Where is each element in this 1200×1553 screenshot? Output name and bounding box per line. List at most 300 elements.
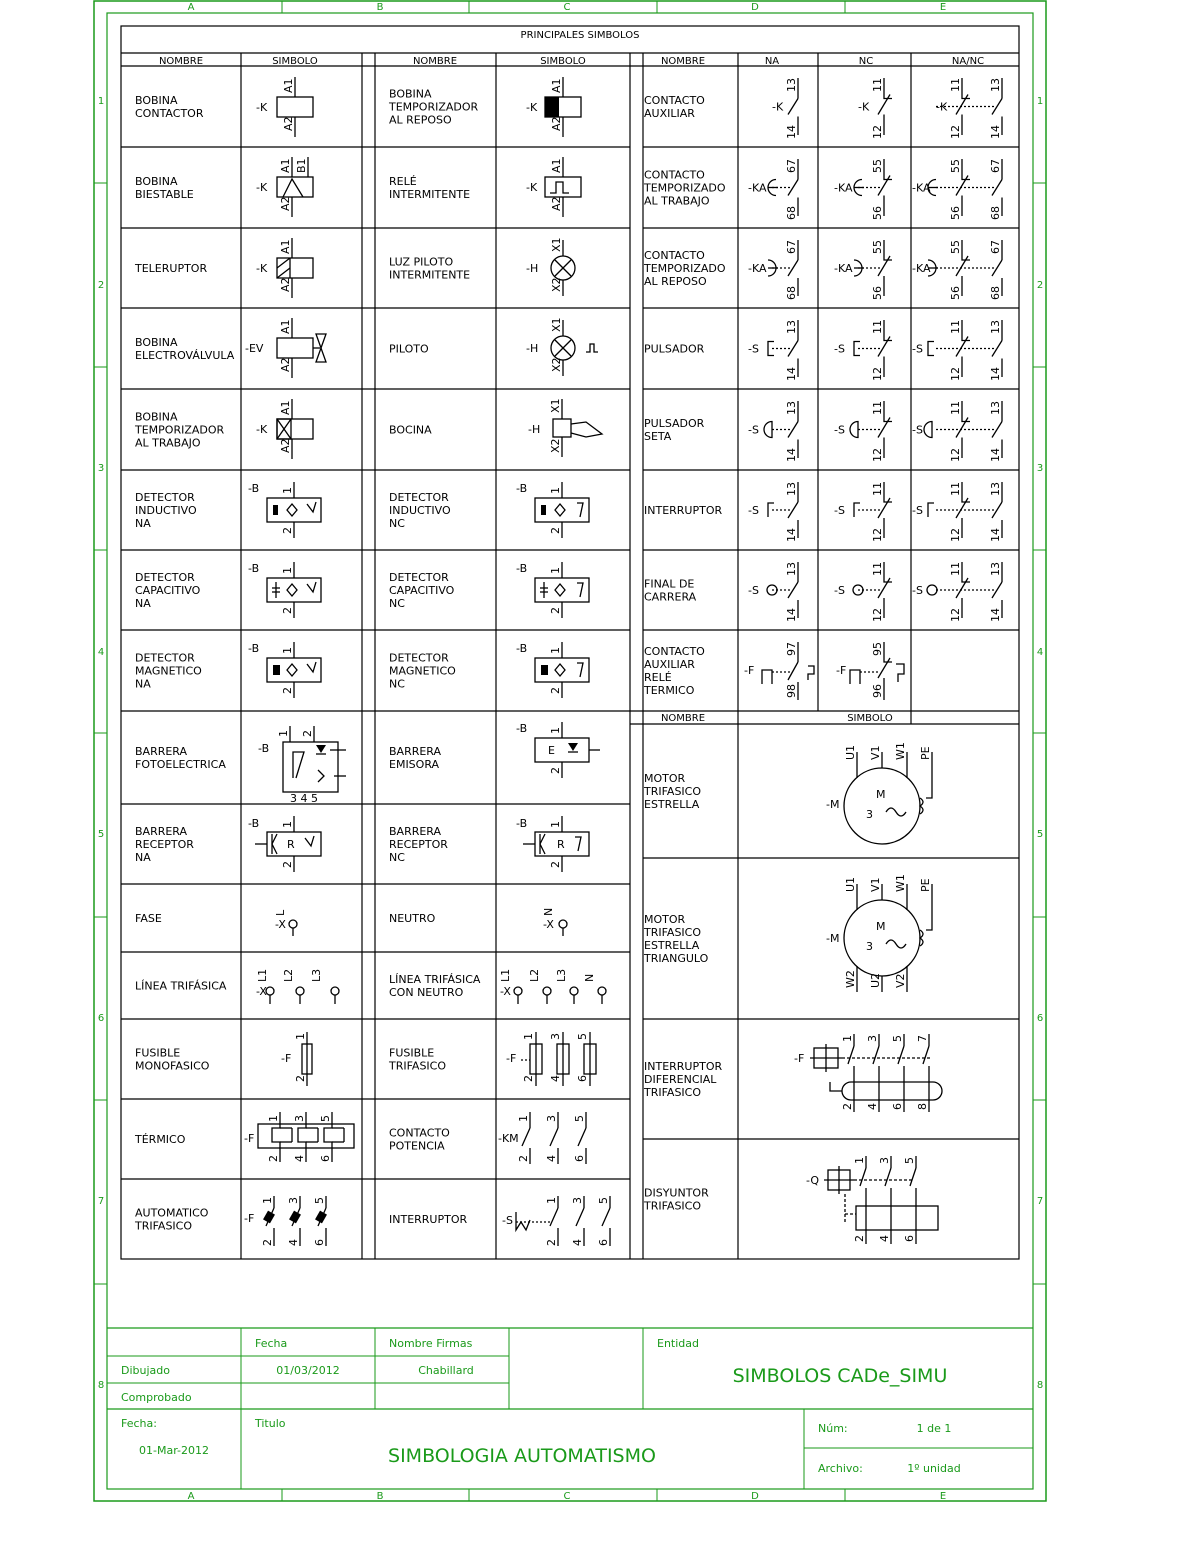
symbol-name-label: FUSIBLE (389, 1046, 435, 1060)
svg-text:13: 13 (989, 401, 1002, 415)
symbol-name-label: BARRERA (135, 745, 188, 758)
svg-text:M: M (876, 920, 886, 933)
svg-text:-S: -S (748, 342, 759, 356)
svg-text:5: 5 (597, 1197, 610, 1204)
entidad-label: Entidad (657, 1337, 699, 1350)
symbol-name-label: TRIFASICO (389, 1059, 447, 1073)
svg-text:13: 13 (989, 562, 1002, 576)
svg-text:1: 1 (281, 647, 294, 654)
svg-text:1: 1 (281, 821, 294, 828)
symbol-name-label: MOTOR (644, 772, 686, 785)
three-phase-breaker-symbol (244, 1196, 327, 1246)
svg-text:5: 5 (891, 1035, 904, 1042)
svg-text:-X: -X (500, 985, 511, 998)
svg-text:68: 68 (989, 206, 1002, 220)
flashing-pilot-light-symbol (526, 237, 575, 296)
symbol-name-label: RECEPTOR (135, 838, 194, 851)
svg-text:6: 6 (576, 1075, 589, 1082)
column-label: C (563, 1491, 571, 1502)
symbol-name-label: ELECTROVÁLVULA (135, 349, 235, 362)
svg-text:2: 2 (549, 607, 562, 614)
svg-text:4: 4 (293, 1155, 306, 1162)
svg-text:A2: A2 (279, 277, 292, 292)
svg-text:-X: -X (275, 918, 286, 931)
svg-text:-M: -M (826, 932, 840, 945)
bistable-coil-symbol (256, 157, 313, 217)
svg-text:5: 5 (573, 1115, 586, 1122)
magnetic-sensor-no-symbol (248, 642, 321, 698)
titulo-label: Titulo (255, 1417, 286, 1430)
svg-text:1: 1 (277, 730, 290, 737)
svg-text:A2: A2 (550, 116, 563, 131)
svg-text:6: 6 (319, 1155, 332, 1162)
svg-text:4: 4 (878, 1235, 891, 1242)
svg-text:-H: -H (528, 423, 541, 436)
svg-text:R: R (557, 838, 565, 851)
svg-text:U1: U1 (844, 744, 857, 760)
svg-text:14: 14 (785, 448, 798, 462)
svg-text:-Q: -Q (806, 1174, 820, 1187)
svg-text:L3: L3 (310, 968, 323, 982)
symbol-name-label: RELÉ (644, 671, 672, 684)
symbol-name-label: BIESTABLE (135, 188, 194, 201)
symbol-name-label: TÉRMICO (135, 1133, 186, 1146)
svg-text:14: 14 (989, 528, 1002, 542)
fecha-label: Fecha (255, 1337, 288, 1350)
nc-contact-symbol (858, 78, 892, 139)
svg-text:12: 12 (871, 125, 884, 139)
three-phase-switch-symbol (502, 1196, 610, 1246)
num-value: 1 de 1 (916, 1422, 952, 1435)
nc-contact-symbol (834, 482, 892, 542)
symbol-name-label: FINAL DE (644, 577, 695, 591)
column-label: A (187, 2, 195, 13)
drawing-title: SIMBOLOGIA AUTOMATISMO (388, 1445, 656, 1467)
symbol-name-label: TRIFASICO (644, 926, 702, 939)
column-header: NC (858, 56, 874, 67)
symbol-name-label: TELERUPTOR (135, 262, 208, 275)
symbol-name-label: LUZ PILOTO (389, 255, 454, 269)
svg-text:1: 1 (545, 1197, 558, 1204)
svg-text:-K: -K (526, 181, 538, 194)
symbol-name-label: MAGNETICO (389, 664, 456, 678)
column-label: D (751, 1491, 759, 1502)
svg-text:-B: -B (248, 642, 260, 655)
svg-text:14: 14 (785, 528, 798, 542)
svg-text:1: 1 (549, 567, 562, 574)
fecha-value-2: 01-Mar-2012 (139, 1444, 209, 1457)
svg-text:-X: -X (256, 985, 267, 998)
three-phase-motor-star-delta-symbol (826, 874, 932, 992)
svg-text:-EV: -EV (245, 342, 264, 355)
svg-text:A1: A1 (550, 78, 563, 93)
svg-text:11: 11 (871, 562, 884, 576)
symbol-name-label: RELÉ (389, 175, 417, 188)
nc-contact-symbol (834, 562, 892, 622)
svg-text:-S: -S (912, 423, 923, 437)
symbol-name-label: FOTOELECTRICA (135, 758, 226, 771)
svg-text:3: 3 (545, 1115, 558, 1122)
svg-text:-K: -K (256, 101, 268, 114)
svg-text:-S: -S (748, 584, 759, 597)
symbol-name-label: MAGNETICO (135, 664, 202, 678)
no-nc-contact-symbol (912, 159, 1002, 220)
svg-text:-B: -B (516, 722, 528, 735)
svg-text:A1: A1 (279, 239, 292, 254)
symbol-name-label: NC (389, 851, 405, 864)
svg-text:A1: A1 (279, 319, 292, 334)
svg-text:-K: -K (772, 100, 784, 114)
emitter-barrier-symbol (516, 722, 600, 778)
svg-text:A1: A1 (279, 158, 292, 173)
receiver-barrier-nc-symbol (516, 816, 589, 872)
svg-text:1: 1 (294, 1033, 307, 1040)
symbol-name-label: POTENCIA (389, 1139, 445, 1153)
symbol-name-label: NA (135, 851, 151, 864)
svg-text:6: 6 (313, 1239, 326, 1246)
svg-text:13: 13 (989, 482, 1002, 496)
svg-text:PE: PE (919, 746, 932, 760)
symbol-name-label: TRIFASICO (644, 785, 702, 798)
row-label: 7 (1036, 1196, 1044, 1207)
svg-text:13: 13 (785, 562, 798, 576)
symbol-name-label: INTERMITENTE (389, 268, 471, 282)
svg-text:1: 1 (281, 487, 294, 494)
svg-text:N: N (583, 973, 596, 982)
symbol-name-label: SETA (644, 430, 672, 443)
svg-text:12: 12 (871, 608, 884, 622)
svg-text:1: 1 (517, 1115, 530, 1122)
three-phase-motor-star-symbol (826, 742, 932, 844)
svg-text:14: 14 (785, 367, 798, 381)
svg-text:2: 2 (261, 1239, 274, 1246)
svg-text:12: 12 (949, 367, 962, 381)
column-header: NA/NC (951, 56, 985, 67)
svg-text:L2: L2 (282, 968, 295, 982)
svg-text:X2: X2 (550, 277, 563, 292)
svg-text:A2: A2 (279, 196, 292, 211)
svg-text:-H: -H (526, 262, 539, 275)
svg-text:-KA: -KA (748, 262, 767, 275)
svg-text:68: 68 (785, 206, 798, 220)
symbol-name-label: AL REPOSO (389, 113, 452, 127)
svg-text:-KM: -KM (498, 1132, 519, 1145)
column-header: SIMBOLO (847, 713, 893, 724)
svg-text:3: 3 (866, 940, 873, 953)
nc-contact-symbol (834, 401, 892, 462)
svg-text:11: 11 (949, 320, 962, 334)
svg-text:1: 1 (267, 1115, 280, 1122)
no-contact-symbol (748, 240, 798, 300)
svg-text:98: 98 (785, 684, 798, 698)
svg-text:W1: W1 (894, 742, 907, 760)
svg-text:X1: X1 (550, 317, 563, 332)
symbol-name-label: AL REPOSO (644, 275, 707, 288)
no-contact-symbol (748, 401, 798, 462)
column-header: NOMBRE (660, 713, 706, 724)
symbol-name-label: BOCINA (389, 423, 432, 437)
single-phase-fuse-symbol (281, 1032, 312, 1086)
symbol-name-label: CONTACTOR (135, 107, 204, 120)
num-label: Núm: (818, 1422, 848, 1435)
symbol-name-label: DETECTOR (135, 491, 195, 504)
column-header: NOMBRE (412, 56, 458, 67)
svg-text:A1: A1 (550, 158, 563, 173)
svg-text:2: 2 (545, 1239, 558, 1246)
symbol-name-label: CONTACTO (644, 249, 705, 262)
svg-text:3 4 5: 3 4 5 (290, 792, 318, 805)
svg-text:11: 11 (871, 78, 884, 92)
symbol-name-label: BARRERA (389, 825, 442, 838)
svg-text:N: N (542, 907, 555, 916)
svg-text:6: 6 (573, 1155, 586, 1162)
svg-text:M: M (876, 788, 886, 801)
svg-text:W2: W2 (844, 970, 857, 988)
three-phase-line-symbol (256, 969, 339, 1004)
symbol-name-label: CONTACTO (389, 1126, 450, 1140)
svg-text:68: 68 (785, 286, 798, 300)
svg-text:3: 3 (549, 1033, 562, 1040)
symbol-name-label: BOBINA (135, 175, 178, 188)
symbol-name-label: TERMICO (644, 684, 695, 697)
svg-text:2: 2 (549, 687, 562, 694)
symbol-name-label: TRIFASICO (644, 1086, 702, 1099)
svg-text:-S: -S (748, 423, 759, 437)
symbol-name-label: TRIANGULO (644, 952, 709, 965)
symbol-name-label: BOBINA (135, 410, 178, 424)
svg-text:12: 12 (871, 367, 884, 381)
svg-text:A2: A2 (550, 196, 563, 211)
symbol-name-label: NA (135, 597, 151, 610)
svg-text:X1: X1 (549, 398, 562, 413)
symbol-name-label: INTERRUPTOR (389, 1213, 468, 1226)
solenoid-valve-symbol (245, 318, 326, 378)
svg-text:6: 6 (891, 1103, 904, 1110)
svg-text:67: 67 (989, 159, 1002, 173)
svg-text:11: 11 (949, 401, 962, 415)
svg-text:W1: W1 (894, 874, 907, 892)
svg-text:55: 55 (871, 159, 884, 173)
svg-text:L1: L1 (499, 968, 512, 982)
svg-text:5: 5 (576, 1033, 589, 1040)
nc-contact-symbol (834, 240, 892, 300)
svg-text:-S: -S (912, 342, 923, 356)
flasher-relay-symbol (526, 157, 581, 217)
row-label: 1 (1036, 96, 1044, 107)
svg-text:1: 1 (281, 567, 294, 574)
svg-text:12: 12 (871, 528, 884, 542)
no-nc-contact-symbol (912, 562, 1002, 622)
symbol-name-label: BOBINA (135, 336, 178, 349)
svg-text:56: 56 (949, 286, 962, 300)
svg-text:14: 14 (785, 125, 798, 139)
inductive-sensor-nc-symbol (516, 482, 589, 538)
svg-text:A1: A1 (282, 78, 295, 93)
pilot-light-symbol (526, 317, 598, 376)
three-phase-neutral-line-symbol (499, 969, 606, 1004)
svg-text:-B: -B (248, 482, 260, 495)
svg-text:1: 1 (522, 1033, 535, 1040)
svg-text:L3: L3 (555, 968, 568, 982)
svg-text:56: 56 (949, 206, 962, 220)
symbol-names (134, 88, 726, 1233)
dibujado-nombre: Chabillard (418, 1364, 474, 1377)
svg-text:U2: U2 (869, 972, 882, 988)
svg-text:3: 3 (571, 1197, 584, 1204)
symbol-name-label: FUSIBLE (135, 1046, 181, 1060)
symbol-name-label: LÍNEA TRIFÁSICA (389, 973, 481, 986)
svg-text:L1: L1 (256, 968, 269, 982)
symbol-name-label: INTERRUPTOR (644, 1060, 723, 1073)
symbol-name-label: CAPACITIVO (135, 584, 201, 597)
column-label: B (376, 2, 384, 13)
svg-text:55: 55 (949, 159, 962, 173)
no-contact-symbol (772, 78, 798, 139)
symbol-name-label: DETECTOR (389, 491, 449, 504)
row-label: 8 (1036, 1380, 1044, 1391)
symbol-name-label: NC (389, 677, 405, 691)
svg-text:12: 12 (949, 448, 962, 462)
symbol-name-label: PULSADOR (644, 417, 705, 430)
row-label: 8 (97, 1380, 105, 1391)
row-label: 4 (97, 647, 105, 658)
svg-text:11: 11 (871, 401, 884, 415)
archivo-label: Archivo: (818, 1462, 863, 1475)
svg-text:X2: X2 (550, 357, 563, 372)
symbol-name-label: ESTRELLA (644, 939, 700, 952)
svg-text:14: 14 (989, 448, 1002, 462)
capacitive-sensor-no-symbol (248, 562, 321, 618)
symbol-name-label: FASE (135, 912, 162, 925)
symbol-name-label: TRIFASICO (135, 1219, 193, 1233)
row-label: 2 (97, 280, 105, 291)
no-contact-symbol (748, 320, 798, 381)
column-header: NOMBRE (158, 56, 204, 67)
svg-text:1: 1 (261, 1197, 274, 1204)
svg-text:2: 2 (853, 1235, 866, 1242)
on-delay-coil-symbol (256, 399, 313, 459)
svg-text:4: 4 (545, 1155, 558, 1162)
svg-text:67: 67 (989, 240, 1002, 254)
row-label: 5 (1036, 829, 1044, 840)
svg-text:-F: -F (744, 664, 755, 677)
svg-text:-KA: -KA (748, 181, 767, 195)
svg-text:PE: PE (919, 878, 932, 892)
column-label: B (376, 1491, 384, 1502)
svg-text:2: 2 (281, 527, 294, 534)
svg-text:1: 1 (549, 487, 562, 494)
symbol-name-label: CARRERA (644, 590, 697, 604)
symbol-name-label: NEUTRO (389, 912, 436, 925)
no-nc-contact-symbol (912, 320, 1002, 381)
nc-contact-symbol (834, 320, 892, 381)
symbol-name-label: BARRERA (389, 745, 442, 758)
svg-text:-F: -F (506, 1052, 517, 1065)
impulse-relay-symbol (256, 238, 313, 298)
archivo-value: 1º unidad (907, 1462, 961, 1475)
column-label: C (563, 2, 571, 13)
svg-text:-M: -M (826, 798, 840, 811)
three-phase-fuse-symbol (506, 1032, 596, 1086)
svg-text:R: R (287, 838, 295, 851)
svg-text:X2: X2 (549, 438, 562, 453)
svg-text:A1: A1 (279, 400, 292, 415)
svg-text:13: 13 (785, 482, 798, 496)
symbol-name-label: CAPACITIVO (389, 584, 455, 597)
svg-text:-F: -F (836, 664, 847, 677)
svg-text:2: 2 (549, 527, 562, 534)
svg-text:L: L (274, 909, 287, 916)
svg-text:2: 2 (549, 767, 562, 774)
thermal-relay-symbol (244, 1112, 354, 1162)
row-label: 4 (1036, 647, 1044, 658)
column-label: A (187, 1491, 195, 1502)
svg-text:5: 5 (313, 1197, 326, 1204)
symbol-name-label: EMISORA (389, 758, 440, 771)
svg-text:13: 13 (989, 78, 1002, 92)
svg-text:1: 1 (549, 727, 562, 734)
symbol-name-label: NA (135, 517, 151, 530)
capacitive-sensor-nc-symbol (516, 562, 589, 618)
svg-text:V1: V1 (869, 745, 882, 760)
no-nc-contact-symbol (912, 240, 1002, 300)
svg-text:-B: -B (248, 817, 260, 830)
svg-text:-K: -K (256, 262, 268, 275)
svg-text:2: 2 (549, 861, 562, 868)
symbol-drawings (244, 77, 1002, 1246)
svg-text:-S: -S (748, 504, 759, 517)
no-nc-contact-symbol (912, 401, 1002, 462)
symbol-name-label: AUXILIAR (644, 658, 695, 671)
svg-text:5: 5 (319, 1115, 332, 1122)
symbol-name-label: AUXILIAR (644, 107, 695, 120)
svg-text:13: 13 (785, 78, 798, 92)
svg-text:2: 2 (281, 861, 294, 868)
symbol-name-label: BOBINA (135, 94, 178, 107)
column-label: E (939, 2, 947, 13)
coil-symbol (256, 77, 313, 137)
symbol-name-label: TEMPORIZADOR (135, 423, 225, 437)
symbol-name-label: BARRERA (135, 825, 188, 838)
row-label: 2 (1036, 280, 1044, 291)
symbol-name-label: CONTACTO (644, 645, 705, 658)
svg-text:-K: -K (526, 101, 538, 114)
svg-text:13: 13 (785, 401, 798, 415)
thermal-aux-no-contact-symbol (744, 642, 814, 700)
svg-text:-B: -B (248, 562, 260, 575)
symbol-name-label: DISYUNTOR (644, 1186, 709, 1200)
svg-text:8: 8 (916, 1103, 929, 1110)
svg-text:12: 12 (949, 125, 962, 139)
symbol-name-label: INTERRUPTOR (644, 504, 723, 517)
symbol-name-label: DETECTOR (389, 571, 449, 584)
column-label: E (939, 1491, 947, 1502)
symbol-name-label: TEMPORIZADO (644, 181, 726, 195)
svg-text:-K: -K (936, 100, 948, 114)
svg-text:2: 2 (281, 607, 294, 614)
svg-text:4: 4 (549, 1075, 562, 1082)
fecha-label-2: Fecha: (121, 1417, 157, 1430)
svg-text:2: 2 (522, 1075, 535, 1082)
svg-text:55: 55 (871, 240, 884, 254)
symbol-name-label: CONTACTO (644, 168, 705, 182)
symbol-name-label: MONOFASICO (135, 1059, 210, 1073)
table-title: PRINCIPALES SIMBOLOS (520, 30, 640, 41)
svg-text:12: 12 (949, 608, 962, 622)
symbol-name-label: DIFERENCIAL (644, 1073, 717, 1086)
column-header: SIMBOLO (540, 56, 586, 67)
svg-text:-B: -B (516, 817, 528, 830)
